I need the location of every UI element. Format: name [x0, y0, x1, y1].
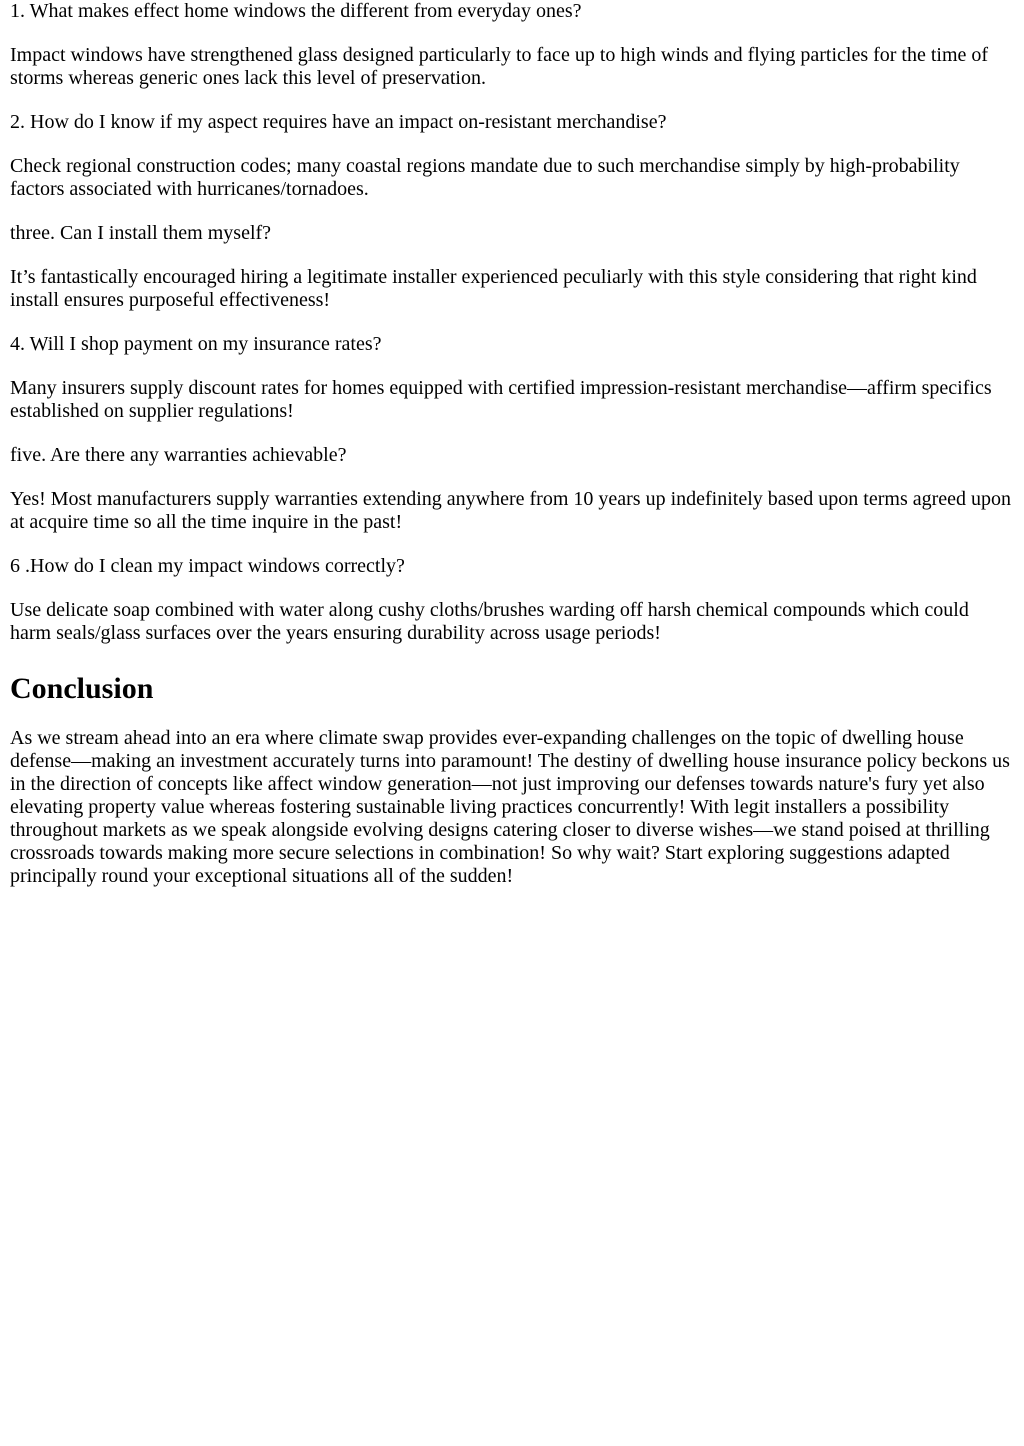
conclusion-heading: Conclusion	[10, 672, 154, 705]
faq-question: 6 .How do I clean my impact windows correctly?	[10, 555, 405, 577]
faq-answer: Check regional construction codes; many coastal regions mandate due to such merchandise simply by high-probability factors associated with hurricanes/tornadoes.	[10, 155, 960, 200]
faq-question: three. Can I install them myself?	[10, 222, 272, 244]
faq-question: 1. What makes effect home windows the different from everyday ones?	[10, 0, 582, 22]
faq-question: 2. How do I know if my aspect requires have an impact on-resistant merchandise?	[10, 111, 667, 133]
faq-answer: It’s fantastically encouraged hiring a legitimate installer experienced peculiarly with this style considering that right kind install ensures purposeful effectiveness!	[10, 266, 977, 311]
faq-answer: Many insurers supply discount rates for homes equipped with certified impression-resistant merchandise—affirm specifics established on supplier regulations!	[10, 377, 992, 422]
faq-item	[10, 555, 1014, 645]
faq-item	[10, 0, 1014, 90]
faq-question: five. Are there any warranties achievable?	[10, 444, 347, 466]
faq-item	[10, 222, 1014, 312]
faq-item	[10, 333, 1014, 423]
faq-answer: Yes! Most manufacturers supply warranties extending anywhere from 10 years up indefinitely based upon terms agreed upon at acquire time so all the time inquire in the past!	[10, 488, 1012, 533]
faq-section	[10, 0, 1014, 645]
faq-question: 4. Will I shop payment on my insurance rates?	[10, 333, 382, 355]
conclusion-paragraph: As we stream ahead into an era where climate swap provides ever-expanding challenges on the topic of dwelling house defense—making an investment accurately turns into paramount! The destiny of dwelling house insurance policy beckons us in the direction of concepts like affect window generation—not just improving our defenses towards nature's fury yet also elevating property value whereas fostering sustainable living practices concurrently! With legit installers a possibility throughout markets as we speak alongside evolving designs catering closer to diverse wishes—we stand poised at thrilling crossroads towards making more secure selections in combination! So why wait? Start exploring suggestions adapted principally round your exceptional situations all of the sudden!	[10, 727, 1010, 887]
faq-item	[10, 444, 1014, 534]
faq-answer: Impact windows have strengthened glass designed particularly to face up to high winds and flying particles for the time of storms whereas generic ones lack this level of preservation.	[10, 44, 989, 89]
conclusion-section	[10, 666, 1014, 888]
faq-answer: Use delicate soap combined with water along cushy cloths/brushes warding off harsh chemical compounds which could harm seals/glass surfaces over the years ensuring durability across usage periods!	[10, 599, 969, 644]
faq-item	[10, 111, 1014, 201]
